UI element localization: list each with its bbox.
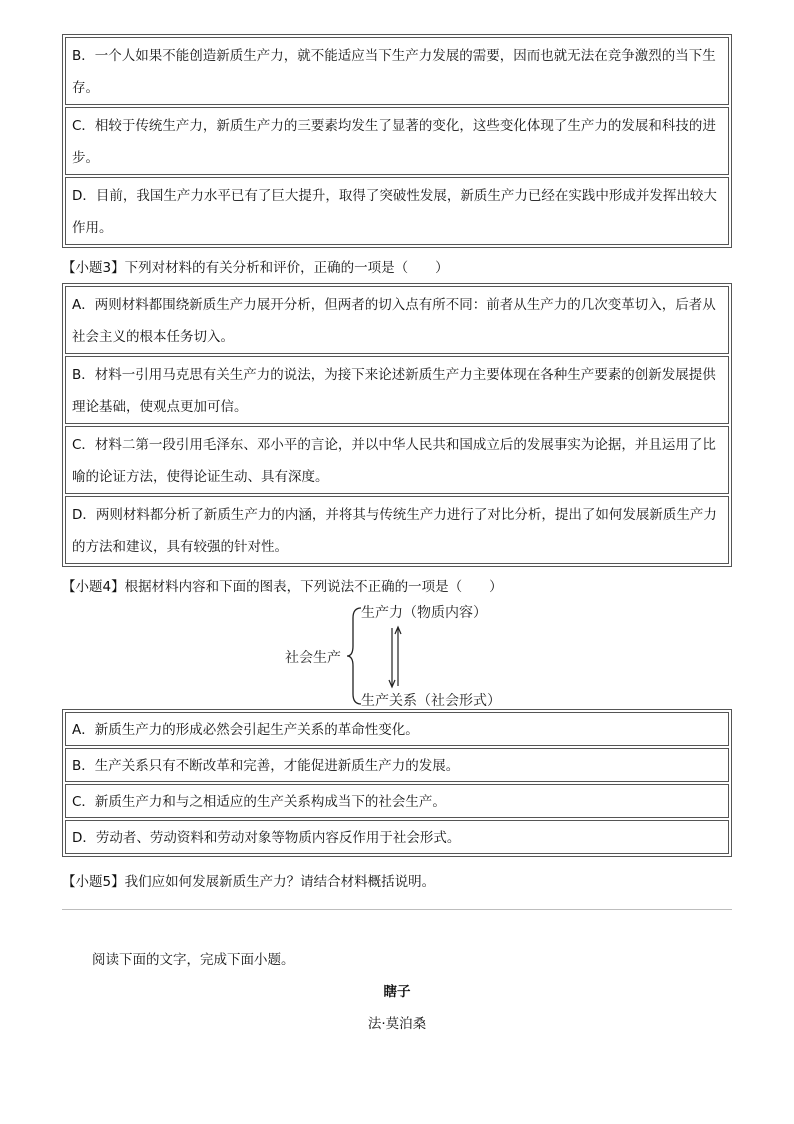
q5-stem: 【小题5】我们应如何发展新质生产力？请结合材料概括说明。 (62, 874, 436, 890)
diagram-bottom-label: 生产关系（社会形式） (361, 693, 501, 709)
q2-option-d[interactable]: D．目前，我国生产力水平已有了巨大提升，取得了突破性发展，新质生产力已经在实践中形成并发挥出较大作用。 (65, 177, 729, 245)
section-divider (62, 909, 732, 910)
social-production-diagram (285, 602, 525, 708)
q2-option-c[interactable]: C．相较于传统生产力，新质生产力的三要素均发生了显著的变化，这些变化体现了生产力的发展和科技的进步。 (65, 107, 729, 175)
q3-option-a[interactable]: A．两则材料都围绕新质生产力展开分析，但两者的切入点有所不同：前者从生产力的几次变革切入，后者从社会主义的根本任务切入。 (65, 286, 729, 354)
q3-option-d[interactable]: D．两则材料都分析了新质生产力的内涵，并将其与传统生产力进行了对比分析，提出了如何发展新质生产力的方法和建议，具有较强的针对性。 (65, 496, 729, 564)
q4-options (62, 709, 732, 857)
q4-stem: 【小题4】根据材料内容和下面的图表，下列说法不正确的一项是（ ） (62, 579, 503, 595)
q4-option-a[interactable]: A．新质生产力的形成必然会引起生产关系的革命性变化。 (65, 712, 729, 746)
two-way-arrow-icon (385, 624, 405, 690)
reading-author: 法·莫泊桑 (367, 1016, 427, 1032)
q3-option-c[interactable]: C．材料二第一段引用毛泽东、邓小平的言论，并以中华人民共和国成立后的发展事实为论据，并且运用了比喻的论证方法，使得论证生动、具有深度。 (65, 426, 729, 494)
diagram-left-label: 社会生产 (285, 650, 341, 666)
q4-option-b[interactable]: B．生产关系只有不断改革和完善，才能促进新质生产力的发展。 (65, 748, 729, 782)
reading-title: 瞎子 (383, 984, 411, 1000)
q4-option-d[interactable]: D．劳动者、劳动资料和劳动对象等物质内容反作用于社会形式。 (65, 820, 729, 854)
q4-option-c[interactable]: C．新质生产力和与之相适应的生产关系构成当下的社会生产。 (65, 784, 729, 818)
q3-option-b[interactable]: B．材料一引用马克思有关生产力的说法，为接下来论述新质生产力主要体现在各种生产要素的创新发展提供理论基础，使观点更加可信。 (65, 356, 729, 424)
q2-option-b[interactable]: B．一个人如果不能创造新质生产力，就不能适应当下生产力发展的需要，因而也就无法在竞争激烈的当下生存。 (65, 37, 729, 105)
q2-options (62, 34, 732, 248)
diagram-top-label: 生产力（物质内容） (361, 605, 487, 621)
q3-options (62, 283, 732, 567)
q3-stem: 【小题3】下列对材料的有关分析和评价，正确的一项是（ ） (62, 260, 449, 276)
reading-instruction: 阅读下面的文字，完成下面小题。 (92, 952, 295, 968)
